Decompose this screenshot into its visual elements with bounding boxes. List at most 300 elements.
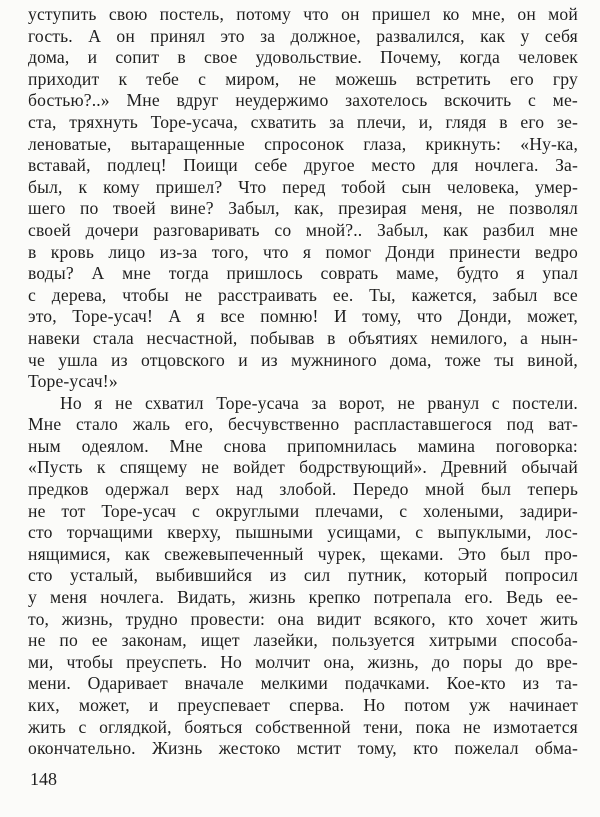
word: предков [28, 479, 89, 500]
word: вскочить [444, 90, 512, 111]
word: сперва. [289, 695, 345, 715]
word: кто [448, 608, 474, 629]
word: соврать [320, 263, 379, 284]
word: как [480, 25, 506, 46]
word: со [274, 219, 292, 240]
word: законам, [121, 630, 187, 651]
word: будто [456, 263, 499, 284]
word: до [515, 651, 534, 672]
text-line [28, 695, 578, 717]
word: вдруг [176, 90, 219, 111]
word: молчит [255, 651, 311, 672]
word: не [28, 630, 46, 651]
word: Мне [169, 435, 203, 456]
word: схватил [145, 392, 204, 413]
word: к [78, 176, 88, 197]
word: чтобы [122, 284, 169, 305]
text-line [28, 26, 578, 48]
word: из [261, 349, 278, 370]
word: спящему [119, 457, 188, 478]
word: гру [552, 68, 578, 89]
word: может, [527, 306, 578, 327]
word: плечами, [315, 500, 384, 521]
word: что [303, 4, 329, 24]
word: пока [415, 716, 451, 737]
word: того, [211, 241, 249, 262]
text-line [28, 630, 578, 652]
text-line [28, 414, 578, 436]
word: Донди, [457, 306, 512, 327]
word: был, [28, 176, 63, 197]
word: Но [220, 651, 243, 672]
word: Но [60, 392, 82, 413]
word: навеки [28, 327, 81, 348]
word: как [124, 543, 150, 564]
word: пришел? [155, 176, 223, 197]
word: ста, [28, 111, 57, 132]
word: Забыл, [377, 219, 429, 240]
word: бесчувственно [227, 414, 340, 435]
text-line [28, 609, 578, 631]
word: маме, [396, 263, 439, 284]
word: по [79, 198, 99, 219]
word: Торе-усача, [150, 111, 238, 132]
word: миром, [225, 68, 280, 89]
word: снова [223, 435, 267, 456]
word: обма- [534, 738, 578, 759]
word: жестоко [218, 738, 281, 759]
word: с [491, 392, 500, 413]
text-line [28, 457, 578, 479]
word: по [59, 630, 78, 651]
word: встретить [416, 68, 491, 89]
word: презирая [338, 198, 407, 219]
word: с [191, 500, 200, 521]
text-line [28, 673, 578, 695]
word: побывав [250, 327, 315, 348]
word: мной?.. [305, 219, 363, 240]
word: жизнь, [61, 608, 113, 629]
word: ищет [200, 630, 240, 651]
word: над [236, 479, 263, 500]
word: Торе-усача [216, 392, 299, 413]
word: не [463, 716, 481, 737]
word: с [415, 522, 424, 543]
word: поговорка: [495, 435, 578, 456]
word: Древний [441, 457, 508, 478]
word: забыл [492, 284, 538, 305]
word: ведро [534, 241, 578, 262]
word: не [115, 392, 133, 413]
word: то, [28, 608, 50, 629]
text-line [28, 4, 578, 26]
word: пользуется [331, 630, 415, 651]
word: кажется, [411, 284, 477, 305]
word: был [481, 479, 512, 500]
word: своей [28, 219, 71, 240]
word: попросил [505, 565, 578, 586]
word: твоей [112, 198, 156, 219]
word: крепко [308, 587, 361, 608]
word: из [111, 349, 128, 370]
word: удовольствие. [255, 47, 362, 68]
word: за [311, 392, 327, 413]
word: оглядкой, [99, 716, 172, 737]
word: пожелал [454, 738, 519, 759]
word: помог [325, 241, 372, 262]
word: жить [540, 608, 578, 629]
word: приходит [28, 68, 100, 89]
text-line [28, 565, 578, 587]
word: ко [442, 4, 460, 24]
word: трудно [125, 608, 178, 629]
word: «Ну-ка, [520, 133, 578, 154]
word: уступить [28, 4, 97, 24]
paragraph-1 [28, 4, 578, 393]
word: дерева, [51, 284, 107, 305]
word: что [263, 241, 289, 262]
word: человека, [447, 176, 520, 197]
word: я [196, 306, 205, 327]
word: Что [238, 176, 267, 197]
word: мне, [471, 4, 506, 24]
word: ее. [332, 284, 354, 305]
word: дома, [390, 349, 432, 370]
text-line [28, 328, 578, 350]
text-line [28, 242, 578, 264]
word: принял [150, 25, 206, 46]
word: ушла [58, 349, 98, 370]
word: свое [204, 47, 238, 68]
word: усищами, [327, 522, 401, 543]
word: мужниного [291, 349, 377, 370]
word: с [78, 716, 87, 737]
word: рванул [427, 392, 480, 413]
word: из [269, 565, 287, 586]
word: лазейки, [253, 630, 318, 651]
page-number: 148 [30, 769, 57, 789]
word: вставай, [28, 155, 91, 176]
word: усталый, [70, 565, 139, 586]
word: хитрыми [428, 630, 498, 651]
word: сын [401, 176, 432, 197]
word: постель, [159, 4, 225, 24]
word: у [520, 25, 530, 46]
word: преуспеть. [126, 651, 208, 672]
word: воды? [28, 263, 74, 284]
word: лос- [545, 522, 578, 543]
word: Ведь [506, 587, 543, 608]
word: Передо [353, 479, 409, 500]
word: и [87, 47, 98, 68]
word: щеками. [380, 543, 444, 564]
word: умер- [535, 176, 578, 197]
word: поры [462, 651, 503, 672]
word: Мне [126, 90, 160, 111]
word: тогда [168, 263, 209, 284]
word: ворот, [339, 392, 386, 413]
word: мстит [296, 738, 342, 759]
word: захотелось [345, 90, 428, 111]
word: она [277, 608, 305, 629]
word: за [260, 25, 276, 46]
word: он [341, 4, 360, 24]
word: жизнь [248, 587, 296, 608]
text-line [28, 69, 578, 91]
word: обычай [521, 457, 578, 478]
word: и, [418, 111, 433, 132]
word: его [520, 111, 545, 132]
word: себя [544, 25, 578, 46]
word: «Пусть [28, 457, 83, 478]
word: для [431, 155, 459, 176]
word: А [88, 25, 102, 46]
word: виной, [527, 349, 578, 370]
text-line [28, 198, 578, 220]
text-line [28, 479, 578, 501]
word: леноватые, [28, 133, 112, 154]
word: И [333, 306, 347, 327]
word: способа- [511, 630, 578, 651]
word: потом [404, 695, 451, 715]
text-line [28, 544, 578, 566]
word: начинает [509, 695, 578, 715]
word: под [506, 414, 534, 435]
word: должное, [290, 25, 361, 46]
word: с [399, 500, 408, 521]
word: себе [254, 155, 288, 176]
word: перед [282, 176, 326, 197]
word: все [220, 306, 245, 327]
word: путник, [347, 565, 407, 586]
word: та- [555, 673, 578, 694]
word: провести: [190, 608, 266, 629]
word: в [177, 47, 186, 68]
word: немилого, [430, 327, 508, 348]
word: тоже [444, 349, 481, 370]
word: бояться [184, 716, 243, 737]
word: припомнилась [287, 435, 397, 456]
text-line [28, 112, 578, 134]
word: его. [464, 587, 493, 608]
word: войдет [233, 457, 285, 478]
word: пришел [371, 4, 431, 24]
word: За- [555, 155, 578, 176]
word: можешь [335, 68, 397, 89]
word: несчастной, [146, 327, 238, 348]
word: всякого, [373, 608, 436, 629]
text-line [28, 220, 578, 242]
word: позволял [509, 198, 578, 219]
word: Забыл, [228, 198, 280, 219]
word: это, [28, 306, 57, 327]
word: кому [103, 176, 140, 197]
word: с [528, 90, 536, 111]
word: это [220, 25, 245, 46]
word: ночлега. [474, 155, 539, 176]
word: кто [413, 738, 439, 759]
word: пришлось [226, 263, 303, 284]
text-line [28, 587, 578, 609]
word: ме- [552, 90, 578, 111]
word: ночлега. [100, 587, 165, 608]
word: меня [50, 587, 88, 608]
word: место [371, 155, 416, 176]
word: задири- [519, 500, 578, 521]
word: холеными, [423, 500, 504, 521]
word: мени. [28, 673, 71, 694]
word: все [553, 284, 578, 305]
word: тебе [146, 68, 179, 89]
word: ее [91, 630, 108, 651]
word: к [96, 457, 106, 478]
word: сопит [115, 47, 160, 68]
word: стала [92, 327, 134, 348]
word: бодрствующий». [299, 457, 427, 478]
word: расстраивать [218, 284, 318, 305]
word: не [184, 284, 203, 305]
word: мной [425, 479, 465, 500]
word: кровь [50, 241, 95, 262]
word: че [28, 349, 45, 370]
word: помню! [260, 306, 319, 327]
word: стало [76, 414, 119, 435]
word: хочет [485, 608, 528, 629]
word: Мне [28, 414, 62, 435]
word: гость. [28, 25, 73, 46]
word: Почему, [380, 47, 442, 68]
word: Торе-усач! [72, 306, 154, 327]
word: к [118, 68, 128, 89]
word: тени, [363, 716, 403, 737]
word: человек [518, 47, 578, 68]
word: который [423, 565, 488, 586]
word: я [516, 263, 525, 284]
text-line [28, 155, 578, 177]
word: свежевыпеченный [164, 543, 304, 564]
word: вре- [546, 651, 578, 672]
word: измотается [493, 716, 578, 737]
word: подачками. [344, 673, 430, 694]
book-page-text [28, 4, 578, 760]
word: может, [78, 695, 130, 715]
text-line [28, 501, 578, 523]
word: с [198, 68, 207, 89]
word: спросонок [264, 133, 345, 154]
word: А [91, 263, 105, 284]
word: одеялом. [81, 435, 149, 456]
word: его, [184, 414, 214, 435]
text-line [28, 47, 578, 69]
text-line: Торе-усач!» [28, 371, 118, 392]
word: жить [28, 716, 66, 737]
word: теперь [527, 479, 578, 500]
word: мелкими [260, 673, 328, 694]
word: Ты, [369, 284, 396, 305]
word: схватить [250, 111, 317, 132]
word: с [28, 284, 36, 305]
word: А [168, 306, 182, 327]
word: верх [185, 479, 220, 500]
word: из-за [159, 241, 198, 262]
word: свою [108, 4, 148, 24]
word: распластавшегося [354, 414, 492, 435]
word: нын- [540, 327, 578, 348]
word: ми, [28, 651, 54, 672]
word: он [116, 25, 135, 46]
word: мой [548, 4, 578, 24]
word: а [520, 327, 529, 348]
word: тот [61, 500, 86, 521]
word: собственной [255, 716, 351, 737]
word: развалился, [376, 25, 465, 46]
text-line [28, 436, 578, 458]
text-line [28, 306, 578, 328]
word: лицо [108, 241, 146, 262]
word: Одаривает [87, 673, 168, 694]
word: Это [457, 543, 487, 564]
text-line [28, 350, 578, 372]
word: не [201, 457, 220, 478]
word: ным [28, 435, 61, 456]
word: выбившийся [155, 565, 253, 586]
word: и [238, 349, 248, 370]
word: Видать, [177, 587, 236, 608]
word: что [416, 306, 443, 327]
word: преуспевает [177, 695, 270, 715]
word: видит [316, 608, 362, 629]
word: шего [28, 198, 66, 219]
word: округлыми [215, 500, 300, 521]
word: Но [363, 695, 386, 715]
word: окончательно. [28, 738, 136, 759]
word: отцовского [140, 349, 225, 370]
word: кверху, [167, 522, 222, 543]
text-line [28, 738, 578, 760]
word: я [94, 392, 103, 413]
word: дома, [28, 47, 70, 68]
word: Донди [385, 241, 435, 262]
word: уж [469, 695, 491, 715]
word: сил [303, 565, 331, 586]
word: торчащими [66, 522, 153, 543]
word: сто [28, 522, 53, 543]
word: меня, [421, 198, 463, 219]
word: из [522, 673, 540, 694]
word: потому [236, 4, 291, 24]
word: в [28, 241, 37, 262]
word: вначале [184, 673, 244, 694]
text-line [28, 134, 578, 156]
word: принести [449, 241, 521, 262]
word: вытаращенные [130, 133, 245, 154]
text-line [28, 263, 578, 285]
word: чтобы [66, 651, 114, 672]
word: за [329, 111, 345, 132]
word: в [499, 111, 508, 132]
word: он [517, 4, 536, 24]
word: разговаривать [153, 219, 260, 240]
word: неудержимо [235, 90, 329, 111]
word: тобой [341, 176, 386, 197]
word: не [397, 392, 416, 413]
text-line [28, 522, 578, 544]
word: как [443, 219, 469, 240]
word: когда [459, 47, 500, 68]
word: глаза, [363, 133, 407, 154]
word: вине? [170, 198, 214, 219]
text-line [28, 177, 578, 199]
